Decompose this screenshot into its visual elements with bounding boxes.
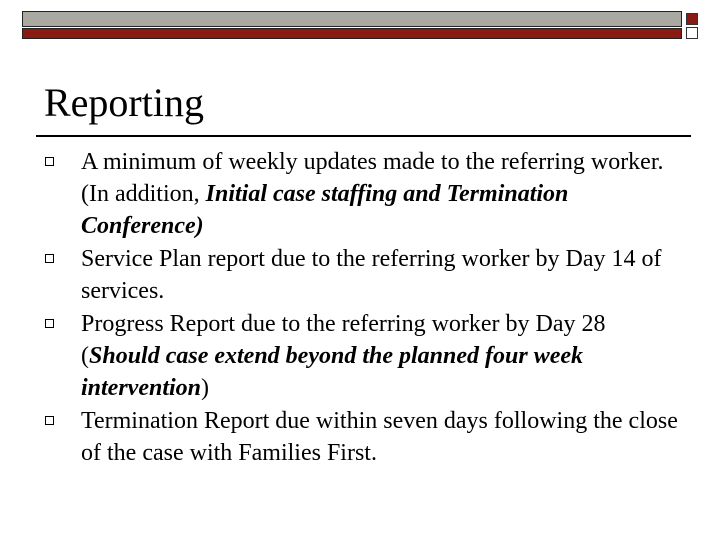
bullet-text: A minimum of weekly updates made to the referring worker. (In addition, xyxy=(81,149,664,207)
bullet-emphasis: Should case extend beyond the planned four week intervention xyxy=(81,343,584,401)
bullet-text: Progress Report due to the referring worker by Day 28 ( xyxy=(81,311,606,369)
header-band-dark xyxy=(22,28,682,39)
bullet-text: ) xyxy=(201,375,210,401)
bullet-item xyxy=(40,405,690,469)
bullet-text: Service Plan report due to the referring worker by Day 14 of services. xyxy=(81,246,662,304)
bullet-list xyxy=(40,146,690,470)
corner-square-outline xyxy=(686,27,698,39)
bullet-text: Termination Report due within seven days following the close of the case with Families First. xyxy=(81,408,678,466)
bullet-item xyxy=(40,308,690,404)
bullet-item xyxy=(40,243,690,307)
corner-decoration xyxy=(686,13,700,41)
bullet-item xyxy=(40,146,690,242)
square-bullet-icon xyxy=(45,254,54,263)
square-bullet-icon xyxy=(45,319,54,328)
bullet-emphasis: Initial case staffing and Termination Conference) xyxy=(81,181,569,239)
square-bullet-icon xyxy=(45,416,54,425)
header-band xyxy=(22,11,682,39)
square-bullet-icon xyxy=(45,157,54,166)
title-underline xyxy=(36,135,691,137)
slide-title: Reporting xyxy=(44,80,204,125)
corner-square-filled xyxy=(686,13,698,25)
header-band-light xyxy=(22,11,682,27)
